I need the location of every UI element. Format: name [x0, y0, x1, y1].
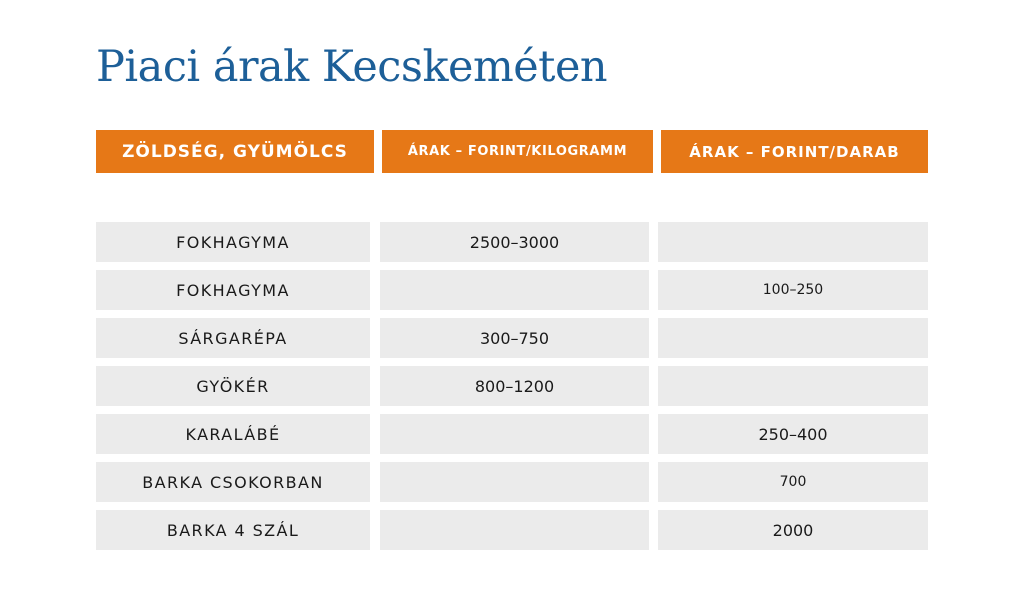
cell-item: GYÖKÉR — [96, 366, 370, 406]
cell-item: BARKA CSOKORBAN — [96, 462, 370, 502]
cell-price-piece: 250–400 — [658, 414, 928, 454]
column-header-price-piece: ÁRAK – FORINT/DARAB — [661, 130, 928, 173]
page-title: Piaci árak Kecskeméten — [96, 42, 608, 92]
cell-price-kg: 800–1200 — [380, 366, 649, 406]
cell-item: BARKA 4 SZÁL — [96, 510, 370, 550]
cell-price-piece: 100–250 — [658, 270, 928, 310]
column-header-item: ZÖLDSÉG, GYÜMÖLCS — [96, 130, 374, 173]
cell-price-kg: 300–750 — [380, 318, 649, 358]
cell-price-piece: 2000 — [658, 510, 928, 550]
cell-price-kg — [380, 510, 649, 550]
cell-price-kg — [380, 414, 649, 454]
cell-price-piece — [658, 366, 928, 406]
cell-item: SÁRGARÉPA — [96, 318, 370, 358]
cell-price-piece — [658, 222, 928, 262]
cell-price-kg — [380, 462, 649, 502]
cell-price-piece — [658, 318, 928, 358]
cell-item: KARALÁBÉ — [96, 414, 370, 454]
cell-item: FOKHAGYMA — [96, 222, 370, 262]
column-header-price-kg: ÁRAK – FORINT/KILOGRAMM — [382, 130, 653, 173]
cell-item: FOKHAGYMA — [96, 270, 370, 310]
cell-price-kg: 2500–3000 — [380, 222, 649, 262]
cell-price-piece: 700 — [658, 462, 928, 502]
cell-price-kg — [380, 270, 649, 310]
